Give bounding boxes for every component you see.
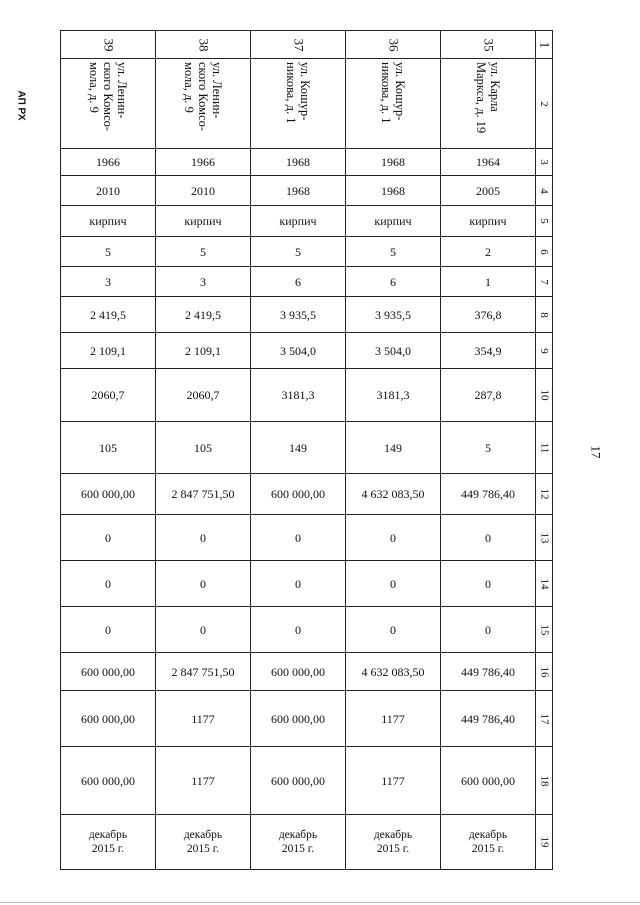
table-cell: 3 935,5 (346, 297, 441, 333)
table-cell: 0 (61, 561, 156, 607)
table-cell: 0 (346, 607, 441, 653)
row-number: 3 (536, 149, 553, 176)
table-cell: 3181,3 (346, 369, 441, 422)
table-cell: 3 504,0 (346, 333, 441, 369)
table-cell: 0 (156, 515, 251, 561)
table-cell: 2 847 751,50 (156, 653, 251, 691)
row-number: 18 (536, 747, 553, 815)
table-cell: 600 000,00 (251, 691, 346, 747)
table-cell: 2 109,1 (61, 333, 156, 369)
table-cell: 0 (251, 561, 346, 607)
table-cell: 5 (156, 237, 251, 267)
table-cell: 2 (441, 237, 536, 267)
table-row-17 (61, 691, 553, 747)
table-cell: 3181,3 (251, 369, 346, 422)
address-row (61, 59, 553, 149)
row-number: 15 (536, 607, 553, 653)
table-cell: 149 (346, 422, 441, 474)
scan-bottom-edge (0, 902, 640, 903)
address-cell: ул. Ленин-ского Комсо-мола, д. 9 (61, 59, 156, 149)
table-cell: 2 109,1 (156, 333, 251, 369)
table-cell: 1968 (346, 149, 441, 176)
table-cell: 1968 (346, 176, 441, 206)
row-number: 14 (536, 561, 553, 607)
table-cell: 4 632 083,50 (346, 474, 441, 515)
table-cell: 1177 (346, 747, 441, 815)
table-row-8 (61, 297, 553, 333)
table-cell: 600 000,00 (251, 653, 346, 691)
row-number: 10 (536, 369, 553, 422)
row-number: 1 (536, 31, 553, 59)
table-cell: 1177 (156, 747, 251, 815)
table-row-19 (61, 815, 553, 870)
completion-date-cell: декабрь 2015 г. (346, 815, 441, 870)
table-row-9 (61, 333, 553, 369)
table-row-11 (61, 422, 553, 474)
column-number: 36 (346, 31, 441, 59)
table-row-4 (61, 176, 553, 206)
table-cell: 5 (61, 237, 156, 267)
table-cell: 376,8 (441, 297, 536, 333)
table-cell: 5 (346, 237, 441, 267)
table-cell: 3 935,5 (251, 297, 346, 333)
row-number: 17 (536, 691, 553, 747)
table-cell: 600 000,00 (61, 691, 156, 747)
table-cell: 105 (61, 422, 156, 474)
table-row-3 (61, 149, 553, 176)
address-cell: ул. Ленин-ского Комсо-мола, д. 9 (156, 59, 251, 149)
column-number: 37 (251, 31, 346, 59)
table-cell: 1177 (156, 691, 251, 747)
table-cell: 0 (156, 607, 251, 653)
table-cell: 0 (61, 515, 156, 561)
table-cell: кирпич (441, 206, 536, 237)
table-cell: 6 (251, 267, 346, 297)
row-number: 19 (536, 815, 553, 870)
column-number-row (61, 31, 553, 59)
table-cell: 2 847 751,50 (156, 474, 251, 515)
table-cell: 449 786,40 (441, 653, 536, 691)
table-cell: 0 (346, 561, 441, 607)
table-cell: 287,8 (441, 369, 536, 422)
address-cell: ул. Кошур-никова, д. 1 (251, 59, 346, 149)
table-row-15 (61, 607, 553, 653)
table-cell: 2060,7 (156, 369, 251, 422)
table-cell: 0 (441, 515, 536, 561)
table-cell: 3 (61, 267, 156, 297)
table-cell: 1966 (156, 149, 251, 176)
archive-stamp: АП РХ (15, 89, 27, 121)
table-cell: 2 419,5 (156, 297, 251, 333)
row-number: 4 (536, 176, 553, 206)
table-row-10 (61, 369, 553, 422)
table-cell: 1966 (61, 149, 156, 176)
data-rows (61, 149, 553, 815)
table-cell: 0 (61, 607, 156, 653)
property-data-table (60, 30, 553, 870)
completion-date-cell: декабрь 2015 г. (61, 815, 156, 870)
table-cell: 0 (251, 515, 346, 561)
table-cell: 4 632 083,50 (346, 653, 441, 691)
address-cell: ул. Карла Маркса, д. 19 (441, 59, 536, 149)
table-cell: 449 786,40 (441, 691, 536, 747)
table-cell: 0 (346, 515, 441, 561)
table-cell: 5 (251, 237, 346, 267)
table-row-12 (61, 474, 553, 515)
completion-date-cell: декабрь 2015 г. (441, 815, 536, 870)
table-cell: 0 (441, 561, 536, 607)
column-number: 38 (156, 31, 251, 59)
address-cell: ул. Кошур-никова, д. 1 (346, 59, 441, 149)
table-cell: 1964 (441, 149, 536, 176)
table-row-16 (61, 653, 553, 691)
table-cell: 2060,7 (61, 369, 156, 422)
row-number: 12 (536, 474, 553, 515)
table-row-13 (61, 515, 553, 561)
table-cell: 600 000,00 (251, 474, 346, 515)
table-cell: 5 (441, 422, 536, 474)
completion-date-cell: декабрь 2015 г. (251, 815, 346, 870)
table-cell: 0 (156, 561, 251, 607)
table-cell: 0 (251, 607, 346, 653)
table-cell: 1177 (346, 691, 441, 747)
table-cell: 1968 (251, 149, 346, 176)
row-number: 5 (536, 206, 553, 237)
row-number: 7 (536, 267, 553, 297)
table-cell: 449 786,40 (441, 474, 536, 515)
table-cell: 2 419,5 (61, 297, 156, 333)
table-cell: 3 (156, 267, 251, 297)
table-row-14 (61, 561, 553, 607)
row-number: 9 (536, 333, 553, 369)
table-cell: кирпич (346, 206, 441, 237)
row-number: 11 (536, 422, 553, 474)
table-cell: кирпич (251, 206, 346, 237)
table-cell: 354,9 (441, 333, 536, 369)
table-cell: кирпич (156, 206, 251, 237)
table-cell: 105 (156, 422, 251, 474)
row-number: 6 (536, 237, 553, 267)
table-cell: 0 (441, 607, 536, 653)
completion-date-cell: декабрь 2015 г. (156, 815, 251, 870)
table-cell: 600 000,00 (251, 747, 346, 815)
row-number: 2 (536, 59, 553, 149)
column-number: 35 (441, 31, 536, 59)
table-row-7 (61, 267, 553, 297)
table-cell: 600 000,00 (441, 747, 536, 815)
table-cell: кирпич (61, 206, 156, 237)
table-cell: 2010 (156, 176, 251, 206)
table-cell: 2010 (61, 176, 156, 206)
table-cell: 1968 (251, 176, 346, 206)
table-cell: 2005 (441, 176, 536, 206)
table-cell: 600 000,00 (61, 474, 156, 515)
page-number: 17 (588, 445, 603, 459)
row-number: 16 (536, 653, 553, 691)
table-cell: 600 000,00 (61, 653, 156, 691)
table-cell: 1 (441, 267, 536, 297)
row-number: 8 (536, 297, 553, 333)
table-cell: 600 000,00 (61, 747, 156, 815)
table-row-5 (61, 206, 553, 237)
table-row-6 (61, 237, 553, 267)
table-row-18 (61, 747, 553, 815)
row-number: 13 (536, 515, 553, 561)
column-number: 39 (61, 31, 156, 59)
table-cell: 6 (346, 267, 441, 297)
table-cell: 3 504,0 (251, 333, 346, 369)
table-cell: 149 (251, 422, 346, 474)
